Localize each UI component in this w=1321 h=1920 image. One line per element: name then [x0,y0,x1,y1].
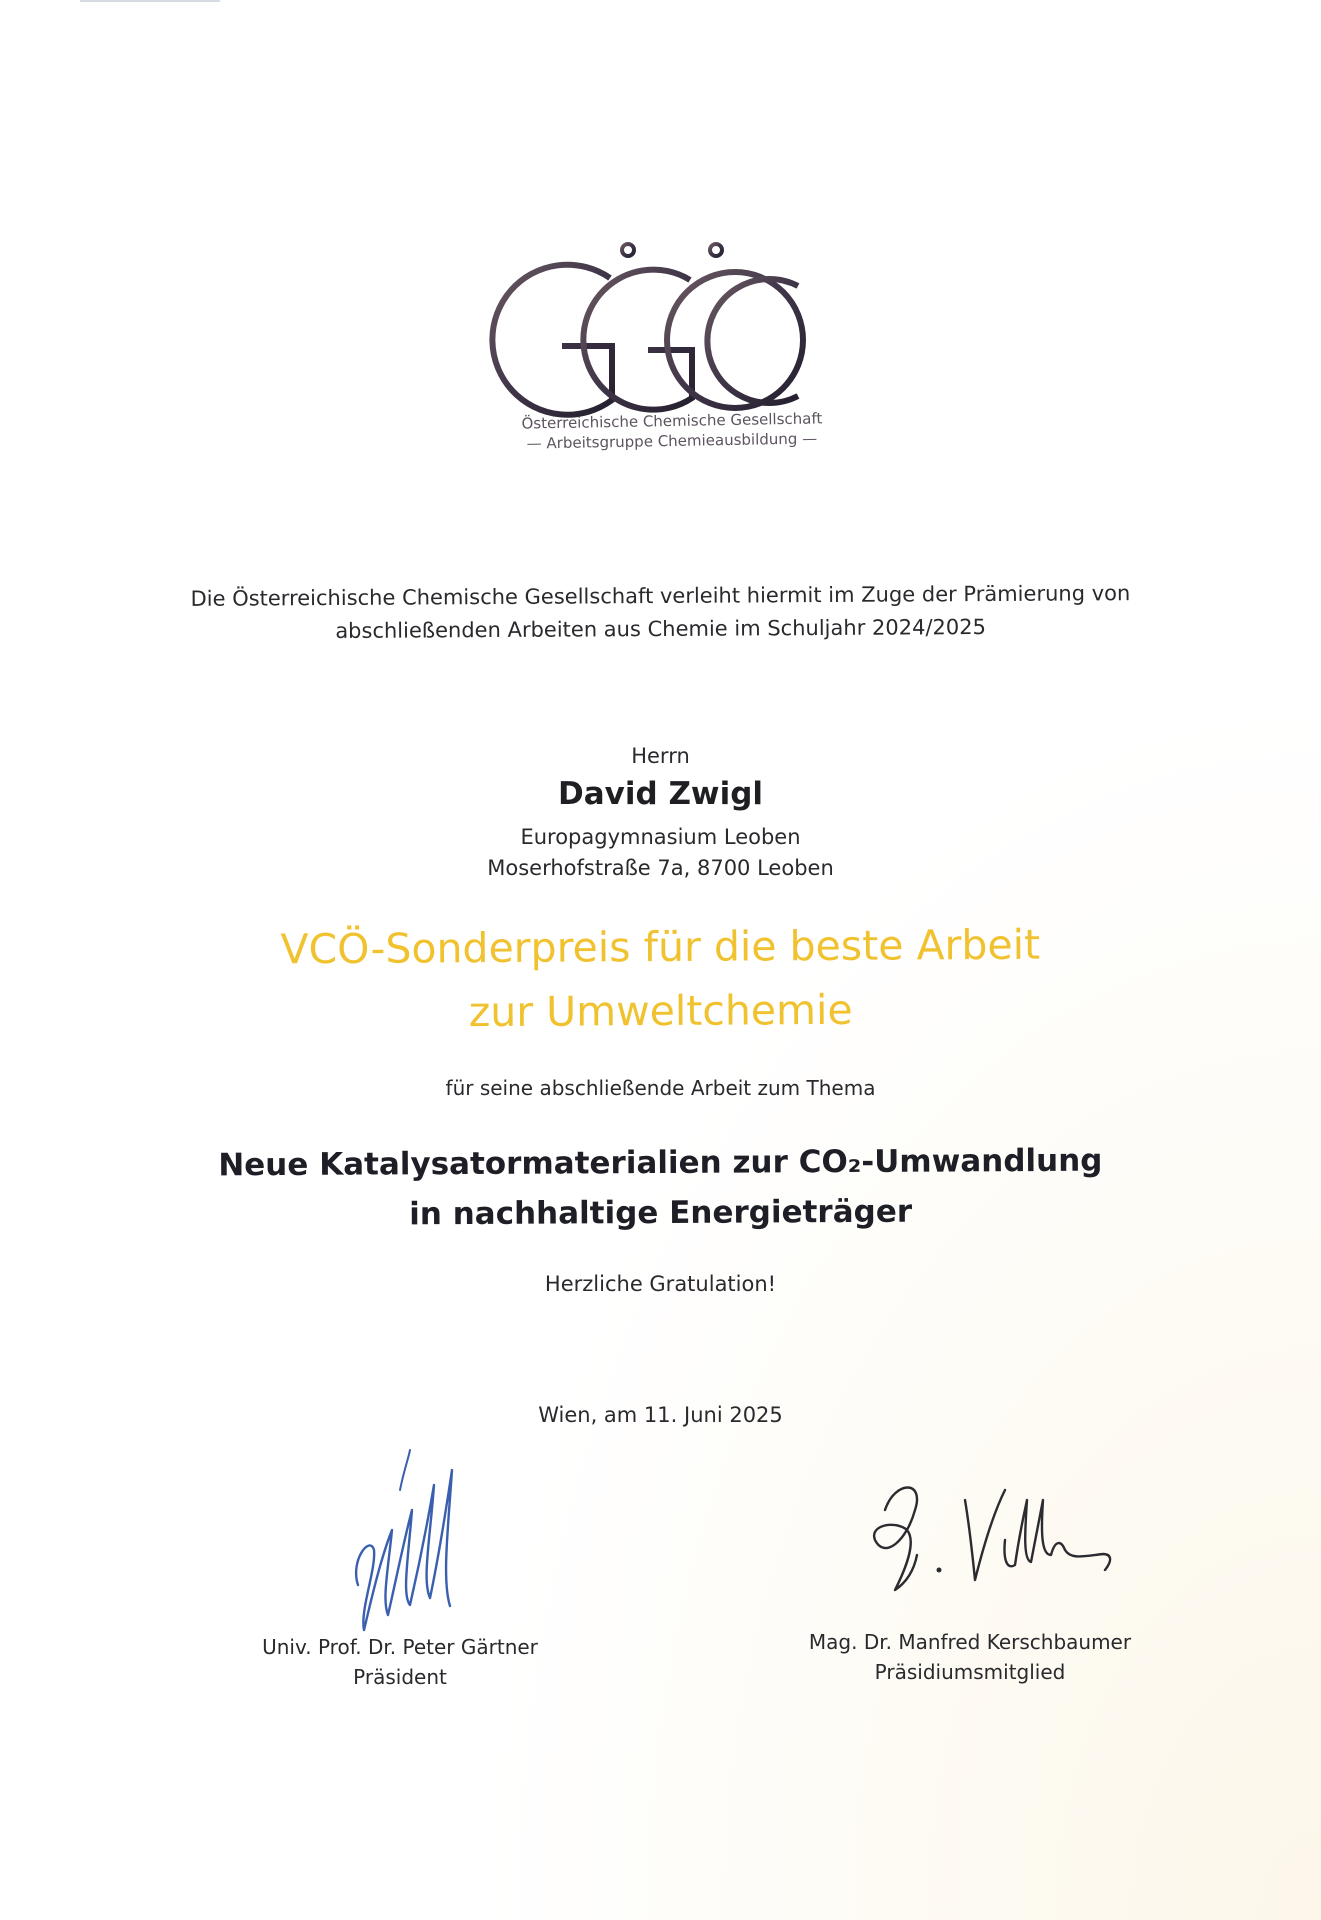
goech-logo [480,228,860,458]
signatory-left [240,1632,560,1692]
school-address: Moserhofstraße 7a, 8700 Leoben [487,856,834,880]
top-edge-rule [80,0,220,2]
school-name: Europagymnasium Leoben [520,825,801,849]
signatory-right [790,1627,1150,1687]
intro-line-2: abschließenden Arbeiten aus Chemie im Schuljahr 2024/2025 [335,615,986,643]
topic-intro: für seine abschließende Arbeit zum Thema [445,1076,876,1100]
award-line-1: VCÖ-Sonderpreis für die beste Arbeit [280,920,1041,974]
recipient-school [0,822,1321,884]
salutation: Herrn [631,744,690,768]
logo-society-text: Österreichische Chemische Gesellschaft [521,409,823,433]
topic-line-1: Neue Katalysatormaterialien zur CO₂-Umwandlung [218,1142,1103,1184]
signature-right-image [855,1470,1125,1620]
intro-text [0,576,1321,650]
signatory-left-name: Univ. Prof. Dr. Peter Gärtner [262,1635,538,1659]
topic-line-2: in nachhaltige Energieträger [409,1193,913,1233]
signatory-right-role: Präsidiumsmitglied [874,1660,1066,1684]
place-date: Wien, am 11. Juni 2025 [538,1403,783,1427]
award-title [0,911,1321,1047]
recipient-name: David Zwigl [557,776,764,812]
signatory-right-name: Mag. Dr. Manfred Kerschbaumer [808,1630,1132,1654]
signature-left-image [330,1430,500,1650]
signatory-left-role: Präsident [353,1665,447,1689]
topic-title [0,1135,1321,1242]
award-line-2: zur Umweltchemie [468,985,853,1037]
logo-working-group-text: — Arbeitsgruppe Chemieausbildung — [526,429,818,453]
greeting: Herzliche Gratulation! [544,1272,777,1296]
intro-line-1: Die Österreichische Chemische Gesellschaft verleiht hiermit im Zuge der Prämierung von [190,581,1131,611]
